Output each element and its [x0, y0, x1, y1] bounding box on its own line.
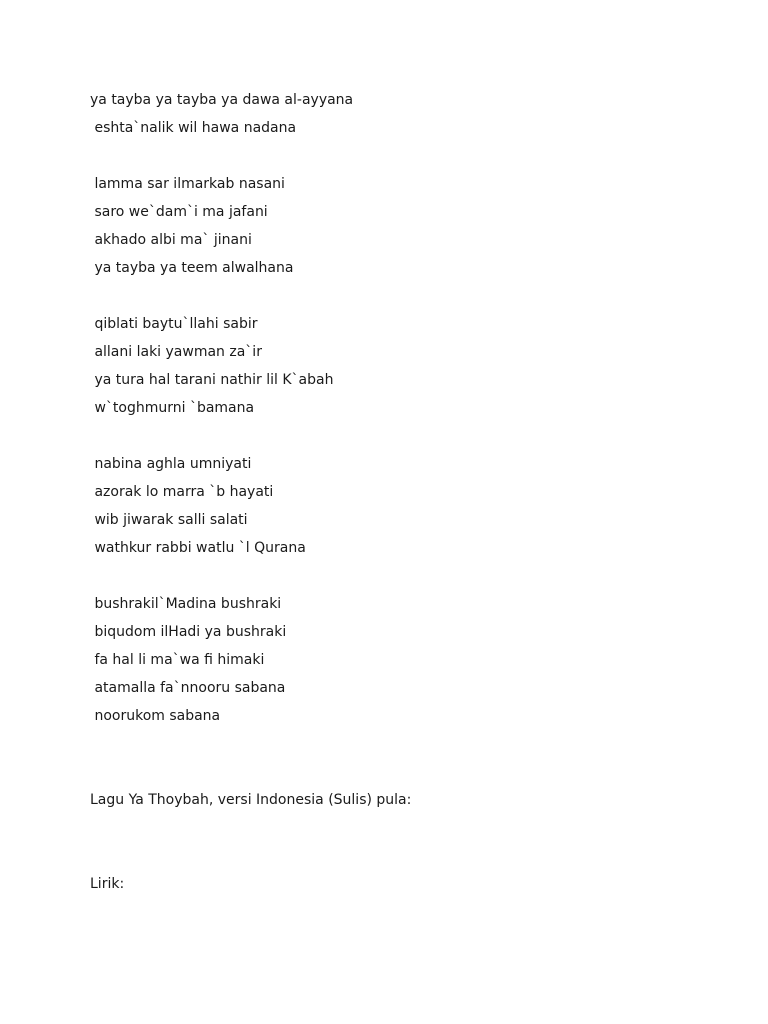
lyric-line: qiblati baytu`llahi sabir	[90, 316, 258, 332]
lyric-line: biqudom ilHadi ya bushraki	[90, 624, 287, 640]
lyric-line: w`toghmurni `bamana	[90, 400, 255, 416]
lyric-line: wathkur rabbi watlu `l Qurana	[90, 540, 306, 556]
lyric-line: fa hal li ma`wa fi himaki	[90, 652, 265, 668]
lyric-line: ya tura hal tarani nathir lil K`abah	[90, 372, 334, 388]
lyric-line: azorak lo marra `b hayati	[90, 484, 274, 500]
lyric-line: bushrakil`Madina bushraki	[90, 596, 282, 612]
lyric-line: akhado albi ma` jinani	[90, 232, 252, 248]
lirik-label: Lirik:	[90, 876, 125, 892]
lyric-line: eshta`nalik wil hawa nadana	[90, 120, 297, 136]
lyric-line: saro we`dam`i ma jafani	[90, 204, 268, 220]
lyric-line: atamalla fa`nnooru sabana	[90, 680, 286, 696]
lyric-line: noorukom sabana	[90, 708, 221, 724]
lyric-line: wib jiwarak salli salati	[90, 512, 248, 528]
lyric-line: ya tayba ya teem alwalhana	[90, 260, 294, 276]
lyric-line: ya tayba ya tayba ya dawa al-ayyana	[90, 92, 354, 108]
lyric-line: lamma sar ilmarkab nasani	[90, 176, 285, 192]
intro-paragraph: Lagu Ya Thoybah, versi Indonesia (Sulis) pula:	[90, 792, 412, 808]
lyric-line: allani laki yawman za`ir	[90, 344, 262, 360]
lyric-line: nabina aghla umniyati	[90, 456, 252, 472]
